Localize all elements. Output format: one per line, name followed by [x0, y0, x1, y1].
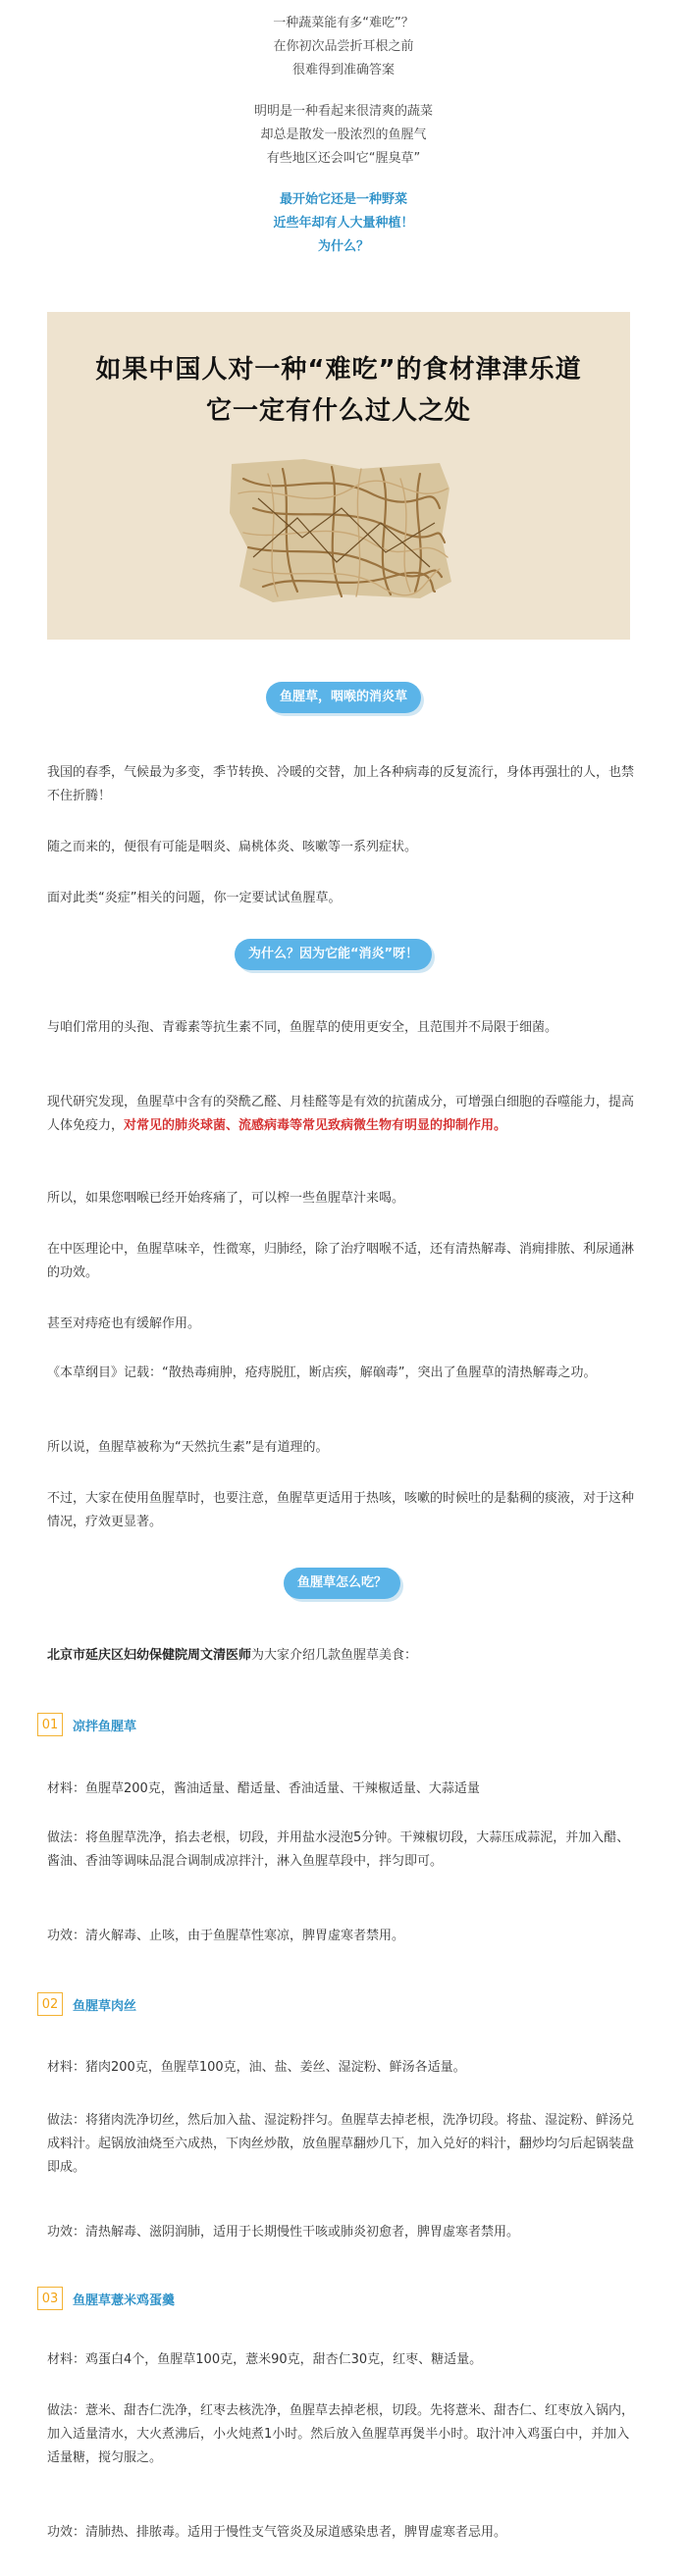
section-heading-pill: 鱼腥草怎么吃？ — [284, 1568, 400, 1599]
recipe-heading — [37, 1712, 136, 1737]
recipe-title: 鱼腥草肉丝 — [73, 1998, 137, 2014]
recipe-effect: 功效：清火解毒、止咳，由于鱼腥草性寒凉，脾胃虚寒者禁用。 — [47, 1929, 405, 1943]
paragraph: 面对此类“炎症”相关的问题，你一定要试试鱼腥草。 — [47, 891, 342, 905]
recipe-material: 材料：猪肉200克，鱼腥草100克，油、盐、姜丝、湿淀粉、鲜汤各适量。 — [47, 2060, 466, 2075]
recipe-number: 01 — [37, 1713, 63, 1736]
paragraph: 《本草纲目》记载：“散热毒痈肿，疮痔脱肛，断店疾，解硇毒”，突出了鱼腥草的清热解毒之功。 — [47, 1365, 597, 1380]
intro-highlight-line: 最开始它还是一种野菜 — [279, 192, 407, 207]
paragraph: 甚至对痔疮也有缓解作用。 — [47, 1316, 201, 1331]
paragraph: 所以说，鱼腥草被称为“天然抗生素”是有道理的。 — [47, 1440, 329, 1455]
recipe-effect: 功效：清肺热、排脓毒。适用于慢性支气管炎及尿道感染患者，脾胃虚寒者忌用。 — [47, 2525, 507, 2540]
recipe-effect: 功效：清热解毒、滋阴润肺，适用于长期慢性干咳或肺炎初愈者，脾胃虚寒者禁用。 — [47, 2225, 520, 2240]
banner-image — [47, 312, 630, 640]
recipe-title: 鱼腥草薏米鸡蛋羹 — [73, 2293, 176, 2308]
paragraph: 所以，如果您咽喉已经开始疼痛了，可以榨一些鱼腥草汁来喝。 — [47, 1191, 405, 1206]
recipe-heading — [37, 2286, 175, 2311]
banner-title-line-2: 它一定有什么过人之处 — [205, 396, 471, 426]
intro-line: 很难得到准确答案 — [291, 63, 395, 77]
banner-title-line-1: 如果中国人对一种“难吃”的食材津津乐道 — [95, 355, 582, 385]
paragraph: 与咱们常用的头孢、青霉素等抗生素不同，鱼腥草的使用更安全，且范围并不局限于细菌。 — [47, 1020, 558, 1035]
intro-highlight-line: 为什么？ — [317, 239, 369, 254]
intro-block — [0, 12, 687, 259]
recipe-heading — [37, 1991, 136, 2017]
highlighted-text: 对常见的肺炎球菌、流感病毒等常见致病微生物有明显的抑制作用。 — [124, 1118, 507, 1133]
herb-roots-image — [47, 312, 630, 640]
recipe-number: 02 — [37, 1992, 63, 2016]
section-heading-pill: 鱼腥草，咽喉的消炎草 — [266, 682, 421, 713]
paragraph-text: 现代研究发现，鱼腥草中含有的癸酰乙醛、月桂醛等是有效的抗菌成分，可增强白细胞的吞噬能力，提高人体免疫力， — [47, 1095, 635, 1133]
recipe-method: 做法：薏米、甜杏仁洗净，红枣去核洗净，鱼腥草去掉老根，切段。先将薏米、甜杏仁、红枣放入锅内，加入适量清水，大火煮沸后，小火炖煮1小时。然后放入鱼腥草再煲半小时。取汁冲入鸡蛋白中，并加入适量糖，搅匀服之。 — [47, 2403, 635, 2465]
recipe-number: 03 — [37, 2287, 63, 2310]
intro-line: 在你初次品尝折耳根之前 — [273, 39, 414, 54]
intro-line: 明明是一种看起来很清爽的蔬菜 — [253, 104, 433, 119]
paragraph: 我国的春季，气候最为多变，季节转换、冷暖的交替，加上各种病毒的反复流行，身体再强壮的人，也禁不住折腾！ — [47, 765, 635, 803]
intro-line: 却总是散发一股浓烈的鱼腥气 — [260, 128, 427, 142]
recipe-title: 凉拌鱼腥草 — [73, 1719, 137, 1734]
intro-line: 一种蔬菜能有多“难吃”？ — [273, 16, 414, 30]
paragraph-text: 为大家介绍几款鱼腥草美食： — [251, 1648, 418, 1663]
paragraph: 随之而来的，便很有可能是咽炎、扁桃体炎、咳嗽等一系列症状。 — [47, 840, 418, 854]
recipe-method: 做法：将鱼腥草洗净，掐去老根，切段，并用盐水浸泡5分钟。干辣椒切段，大蒜压成蒜泥，并加入醋、酱油、香油等调味品混合调制成凉拌汁，淋入鱼腥草段中，拌匀即可。 — [47, 1830, 630, 1869]
recipe-method: 做法：将猪肉洗净切丝，然后加入盐、湿淀粉拌匀。鱼腥草去掉老根，洗净切段。将盐、湿淀粉、鲜汤兑成料汁。起锅放油烧至六成热，下肉丝炒散，放鱼腥草翻炒几下，加入兑好的料汁，翻炒均匀后起锅装盘即成。 — [47, 2113, 635, 2175]
recipe-material: 材料：鱼腥草200克，酱油适量、醋适量、香油适量、干辣椒适量、大蒜适量 — [47, 1781, 480, 1796]
paragraph — [47, 1091, 636, 1138]
paragraph: 不过，大家在使用鱼腥草时，也要注意，鱼腥草更适用于热咳，咳嗽的时候吐的是黏稠的痰液，对于这种情况，疗效更显著。 — [47, 1491, 635, 1529]
section-heading-pill: 为什么？因为它能“消炎”呀！ — [235, 939, 432, 970]
doctor-name: 北京市延庆区妇幼保健院周文清医师 — [47, 1648, 252, 1663]
intro-highlight-line: 近些年却有人大量种植！ — [273, 216, 414, 231]
paragraph: 在中医理论中，鱼腥草味辛，性微寒，归肺经，除了治疗咽喉不适，还有清热解毒、消痈排脓、利尿通淋的功效。 — [47, 1242, 635, 1280]
paragraph — [47, 1644, 636, 1668]
intro-line: 有些地区还会叫它“腥臭草” — [266, 151, 421, 166]
recipe-material: 材料：鸡蛋白4个，鱼腥草100克，薏米90克，甜杏仁30克，红枣、糖适量。 — [47, 2352, 483, 2367]
